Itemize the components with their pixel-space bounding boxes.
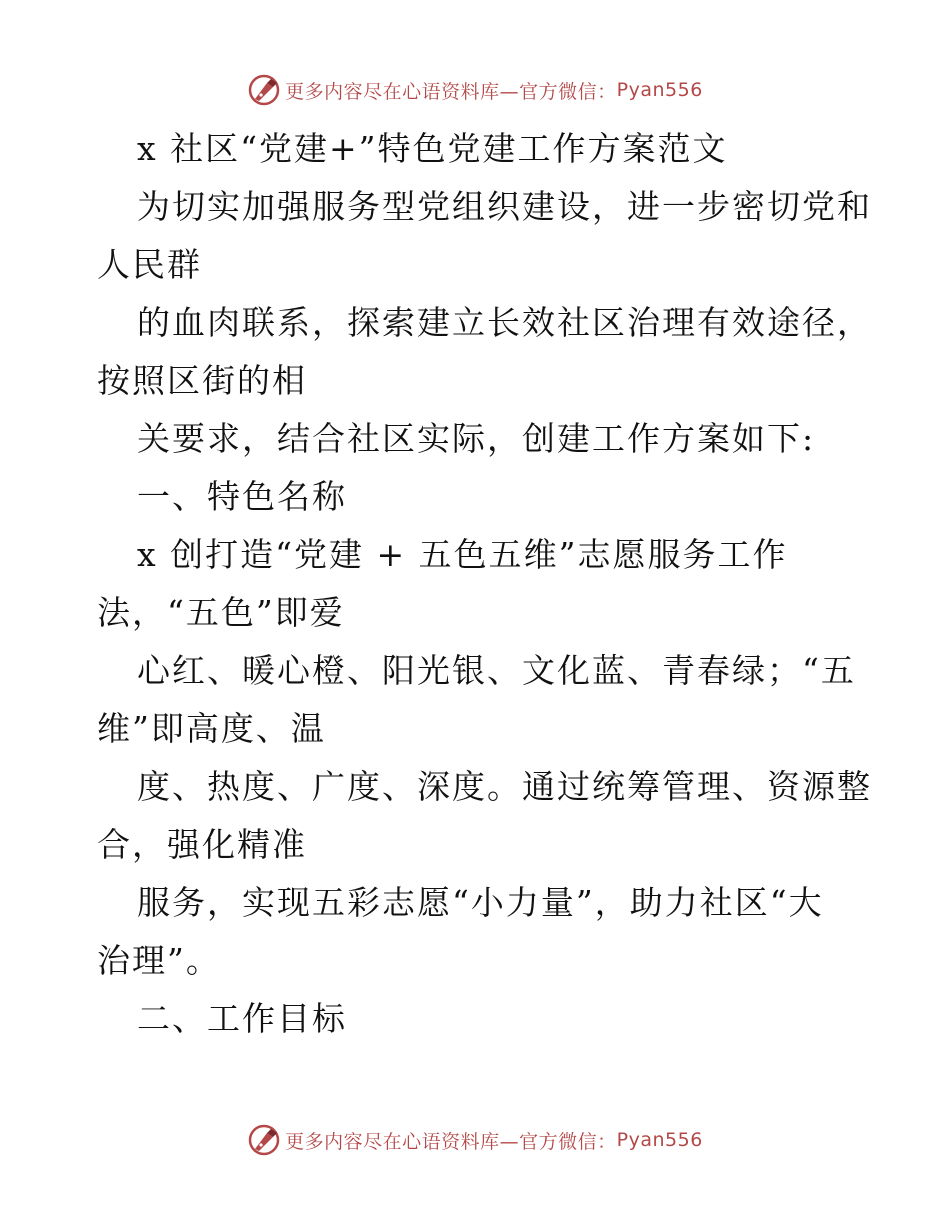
pen-nib-logo-icon (247, 73, 281, 107)
watermark-wechat-id: Pyan556 (616, 1129, 703, 1151)
paragraph-line: 合，强化精准 (97, 825, 307, 864)
paragraph-line: 服务，实现五彩志愿“小力量”，助力社区“大 (137, 883, 824, 922)
watermark-banner-bottom (0, 1122, 950, 1158)
paragraph-line: x 创打造“党建 + 五色五维”志愿服务工作 (137, 535, 788, 574)
watermark-text: 更多内容尽在心语资料库—官方微信： (285, 80, 617, 103)
section-heading: 一、特色名称 (137, 477, 347, 516)
watermark-wechat-id: Pyan556 (616, 79, 703, 101)
paragraph-line: 为切实加强服务型党组织建设，进一步密切党和 (137, 187, 872, 226)
paragraph-line: 维”即高度、温 (97, 709, 326, 748)
paragraph-line: 的血肉联系，探索建立长效社区治理有效途径， (137, 303, 872, 342)
paragraph-line: 治理”。 (97, 941, 221, 980)
paragraph-line: 心红、暖心橙、阳光银、文化蓝、青春绿；“五 (137, 651, 856, 690)
section-heading: 二、工作目标 (137, 999, 347, 1038)
paragraph-line: 法，“五色”即爱 (97, 593, 345, 632)
watermark-text: 更多内容尽在心语资料库—官方微信： (285, 1130, 617, 1153)
watermark-banner-top (0, 72, 950, 108)
paragraph-line: 度、热度、广度、深度。通过统筹管理、资源整 (137, 767, 872, 806)
paragraph-line: 按照区街的相 (97, 361, 307, 400)
paragraph-line: 人民群 (97, 245, 202, 284)
document-title: x 社区“党建+”特色党建工作方案范文 (137, 129, 728, 168)
pen-nib-logo-icon (247, 1123, 281, 1157)
document-body (97, 120, 872, 1048)
paragraph-line: 关要求，结合社区实际，创建工作方案如下: (137, 419, 816, 458)
